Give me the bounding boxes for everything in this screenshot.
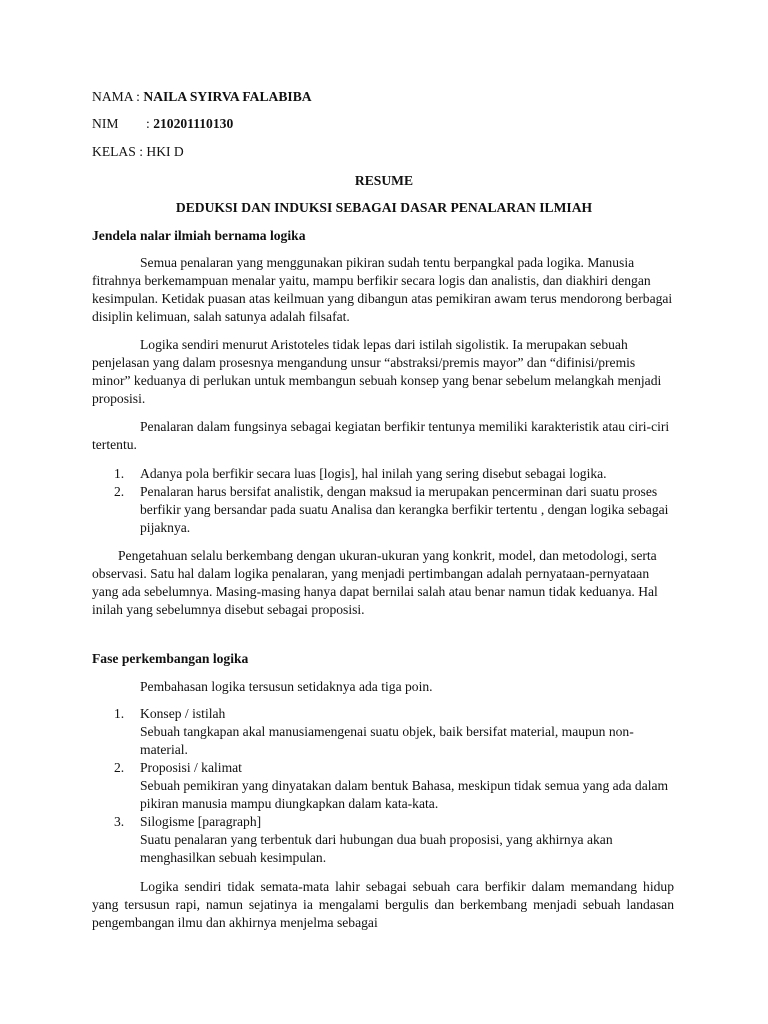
list-item <box>92 705 676 759</box>
list-item-text: Suatu penalaran yang terbentuk dari hubungan dua buah proposisi, yang akhirnya akan menghasilkan sebuah kesimpulan. <box>140 832 613 865</box>
list-item-text: Penalaran harus bersifat analistik, dengan maksud ia merupakan pencerminan dari suatu proses berfikir yang bersandar pada suatu Analisa dan kerangka berfikir tertentu , dengan logika sebagai pijaknya. <box>140 484 669 535</box>
logic-points-list <box>92 705 676 867</box>
section-heading-fase-perkembangan: Fase perkembangan logika <box>92 651 249 666</box>
class-line: KELAS : HKI D <box>92 144 184 159</box>
list-item <box>92 759 676 813</box>
list-item-text: Adanya pola berfikir secara luas [logis], hal inilah yang sering disebut sebagai logika. <box>140 466 607 481</box>
nim-label: NIM <box>92 116 119 131</box>
nim-value: 210201110130 <box>153 116 234 131</box>
list-item-text: Sebuah pemikiran yang dinyatakan dalam bentuk Bahasa, meskipun tidak semua yang ada dalam pikiran manusia mampu diungkapkan dalam kata-kata. <box>140 778 669 811</box>
paragraph-pembahasan: Pembahasan logika tersusun setidaknya ada tiga poin. <box>140 679 433 694</box>
list-item <box>92 813 676 867</box>
list-number: 2. <box>114 484 125 499</box>
document-title: RESUME <box>354 173 414 188</box>
list-item <box>92 483 676 537</box>
name-line <box>92 88 312 106</box>
section-heading-jendela-nalar: Jendela nalar ilmiah bernama logika <box>92 228 306 243</box>
list-number: 1. <box>114 466 125 481</box>
list-number: 3. <box>114 814 125 829</box>
list-item-title: Proposisi / kalimat <box>140 760 242 775</box>
nim-line <box>92 115 233 133</box>
paragraph-intro: Semua penalaran yang menggunakan pikiran sudah tentu berpangkal pada logika. Manusia fitrahnya berkemampuan menalar yaitu, mampu berfikir secara logis dan analistis, dan diakhiri dengan kesimpulan. Ketidak puasan atas keilmuan yang dibangun atas pemikiran awam terus mendorong berbagai disiplin kelimuan, salah satunya adalah filsafat. <box>92 255 673 324</box>
list-item <box>92 465 676 483</box>
nim-separator: : <box>146 116 154 131</box>
paragraph-karakteristik: Penalaran dalam fungsinya sebagai kegiatan berfikir tentunya memiliki karakteristik atau ciri-ciri tertentu. <box>92 419 670 452</box>
paragraph-aristoteles: Logika sendiri menurut Aristoteles tidak lepas dari istilah sigolistik. Ia merupakan sebuah penjelasan yang dalam prosesnya mengandung unsur “abstraksi/premis mayor” dan “difinisi/premis minor” keduanya di perlukan untuk membangun sebuah konsep yang benar sebelum melangkah menjadi proposisi. <box>92 337 662 406</box>
list-item-title: Silogisme [paragraph] <box>140 814 262 829</box>
list-item-text: Sebuah tangkapan akal manusiamengenai suatu objek, baik bersifat material, maupun non-material. <box>140 724 634 757</box>
document-subtitle: DEDUKSI DAN INDUKSI SEBAGAI DASAR PENALARAN ILMIAH <box>175 200 593 215</box>
name-label: NAMA : <box>92 89 144 104</box>
paragraph-pengetahuan: Pengetahuan selalu berkembang dengan ukuran-ukuran yang konkrit, model, dan metodologi, serta observasi. Satu hal dalam logika penalaran, yang menjadi pertimbangan adalah pernyataan-pernyataan yang ada sebelumnya. Masing-masing hanya dapat bernilai salah atau benar namun tidak keduanya. Hal inilah yang sebelumnya disebut sebagai proposisi. <box>92 548 658 617</box>
list-number: 2. <box>114 760 125 775</box>
paragraph-logika-sendiri: Logika sendiri tidak semata-mata lahir sebagai sebuah cara berfikir dalam memandang hidup yang tersusun rapi, namun sejatinya ia mengalami bergulis dan berkembang menjadi sebuah landasan pengembangan ilmu dan akhirnya menjelma sebagai <box>92 879 674 930</box>
characteristics-list <box>92 465 676 537</box>
name-value: NAILA SYIRVA FALABIBA <box>143 89 312 104</box>
list-number: 1. <box>114 706 125 721</box>
list-item-title: Konsep / istilah <box>140 706 226 721</box>
